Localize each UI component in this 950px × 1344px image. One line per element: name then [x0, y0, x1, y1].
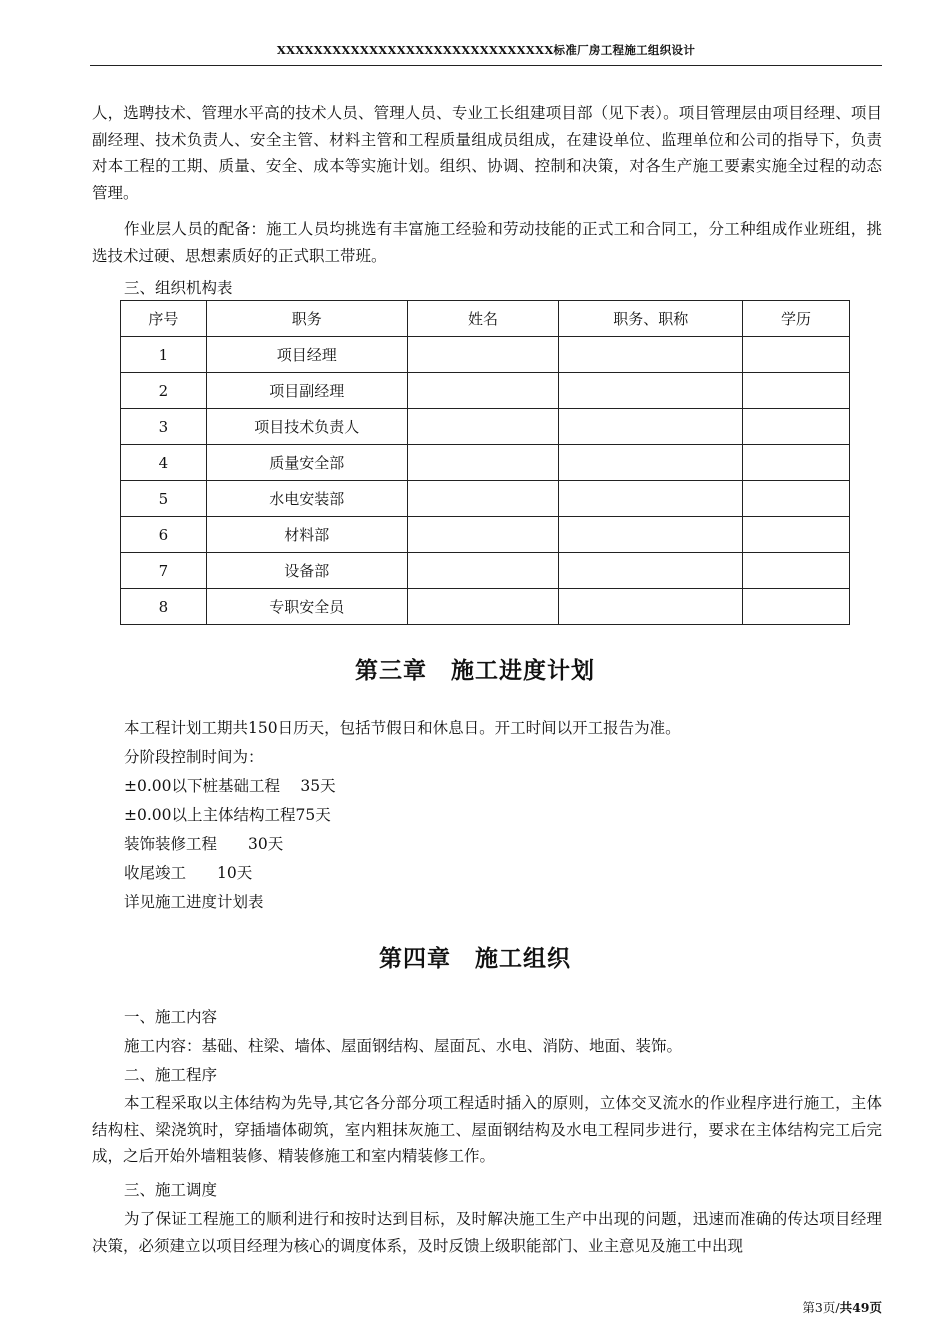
table-cell: 6 — [121, 517, 207, 553]
table-cell: 3 — [121, 409, 207, 445]
table-row — [121, 373, 850, 409]
table-row — [121, 553, 850, 589]
schedule-line-completion: 收尾竣工 10天 — [124, 864, 253, 882]
table-cell: 5 — [121, 481, 207, 517]
table-cell: 2 — [121, 373, 207, 409]
table-cell — [559, 337, 743, 373]
header-divider — [90, 65, 882, 66]
section-3-text: 为了保证工程施工的顺利进行和按时达到目标，及时解决施工生产中出现的问题，迅速而准确的传达项目经理决策，必须建立以项目经理为核心的调度体系，及时反馈上级职能部门、业主意见及施工中出现 — [92, 1210, 882, 1255]
table-row — [121, 409, 850, 445]
table-cell: 设备部 — [206, 553, 407, 589]
page-current: 第3页/ — [802, 1300, 840, 1315]
chapter-4-title: 第四章 施工组织 — [379, 945, 571, 972]
table-cell — [743, 517, 850, 553]
table-cell: 材料部 — [206, 517, 407, 553]
table-header-row — [121, 301, 850, 337]
table-cell: 质量安全部 — [206, 445, 407, 481]
header-cell-title: 职务、职称 — [559, 301, 743, 337]
table-cell: 7 — [121, 553, 207, 589]
schedule-line-decoration: 装饰装修工程 30天 — [124, 835, 284, 853]
table-cell — [407, 445, 559, 481]
header-cell-index: 序号 — [121, 301, 207, 337]
header-cell-education: 学历 — [743, 301, 850, 337]
section-1-text: 施工内容：基础、柱梁、墙体、屋面钢结构、屋面瓦、水电、消防、地面、装饰。 — [124, 1037, 683, 1055]
page-total: 共49页 — [839, 1300, 882, 1315]
header-cell-position: 职务 — [206, 301, 407, 337]
table-cell — [407, 517, 559, 553]
intro-paragraph-1: 人，选聘技术、管理水平高的技术人员、管理人员、专业工长组建项目部（见下表）。项目管理层由项目经理、项目副经理、技术负责人、安全主管、材料主管和工程质量组成员组成，在建设单位、监理单位和公司的指导下，负责对本工程的工期、质量、安全、成本等实施计划。组织、协调、控制和决策，对各生产施工要素实施全过程的动态管理。 — [92, 104, 882, 202]
table-cell — [559, 553, 743, 589]
header-cell-name: 姓名 — [407, 301, 559, 337]
table-cell — [743, 373, 850, 409]
table-cell: 1 — [121, 337, 207, 373]
table-cell — [559, 373, 743, 409]
section-2-heading: 二、施工程序 — [124, 1066, 218, 1084]
schedule-line-total: 本工程计划工期共150日历天，包括节假日和休息日。开工时间以开工报告为准。 — [124, 719, 681, 737]
table-cell — [407, 553, 559, 589]
section-1-heading: 一、施工内容 — [124, 1008, 218, 1026]
org-table-heading: 三、组织机构表 — [124, 279, 233, 297]
schedule-line-foundation: ±0.00以下桩基础工程 35天 — [124, 777, 336, 795]
org-structure-table — [120, 300, 850, 625]
chapter-3-title: 第三章 施工进度计划 — [355, 657, 595, 684]
table-cell — [743, 409, 850, 445]
table-row — [121, 337, 850, 373]
schedule-line-see-table: 详见施工进度计划表 — [124, 893, 264, 911]
table-cell — [407, 337, 559, 373]
table-cell: 项目技术负责人 — [206, 409, 407, 445]
table-cell — [407, 481, 559, 517]
table-cell — [743, 445, 850, 481]
table-cell — [559, 589, 743, 625]
table-cell: 专职安全员 — [206, 589, 407, 625]
table-row — [121, 517, 850, 553]
table-cell — [407, 409, 559, 445]
schedule-line-phases: 分阶段控制时间为： — [124, 748, 264, 766]
section-2-text: 本工程采取以主体结构为先导,其它各分部分项工程适时插入的原则，立体交叉流水的作业程序进行施工，主体结构柱、梁浇筑时，穿插墙体砌筑，室内粗抹灰施工、屋面钢结构及水电工程同步进行，要求在主体结构完工后完成，之后开始外墙粗装修、精装修施工和室内精装修工作。 — [92, 1094, 882, 1165]
table-cell — [743, 481, 850, 517]
table-row — [121, 445, 850, 481]
intro-paragraph-2: 作业层人员的配备：施工人员均挑选有丰富施工经验和劳动技能的正式工和合同工，分工种组成作业班组，挑选技术过硬、思想素质好的正式职工带班。 — [92, 220, 882, 265]
section-3-heading: 三、施工调度 — [124, 1181, 218, 1199]
table-cell — [559, 409, 743, 445]
table-cell: 项目副经理 — [206, 373, 407, 409]
table-cell: 4 — [121, 445, 207, 481]
schedule-line-structure: ±0.00以上主体结构工程75天 — [124, 806, 331, 824]
table-cell — [559, 481, 743, 517]
table-cell — [559, 445, 743, 481]
page-number — [760, 1298, 882, 1316]
table-cell — [407, 589, 559, 625]
table-cell — [743, 553, 850, 589]
table-cell: 水电安装部 — [206, 481, 407, 517]
table-cell — [743, 337, 850, 373]
table-cell — [407, 373, 559, 409]
table-cell — [743, 589, 850, 625]
page-header-title: XXXXXXXXXXXXXXXXXXXXXXXXXXXXXX标准厂房工程施工组织设计 — [276, 43, 696, 57]
table-row — [121, 481, 850, 517]
table-cell: 项目经理 — [206, 337, 407, 373]
table-cell — [559, 517, 743, 553]
table-row — [121, 589, 850, 625]
table-cell: 8 — [121, 589, 207, 625]
